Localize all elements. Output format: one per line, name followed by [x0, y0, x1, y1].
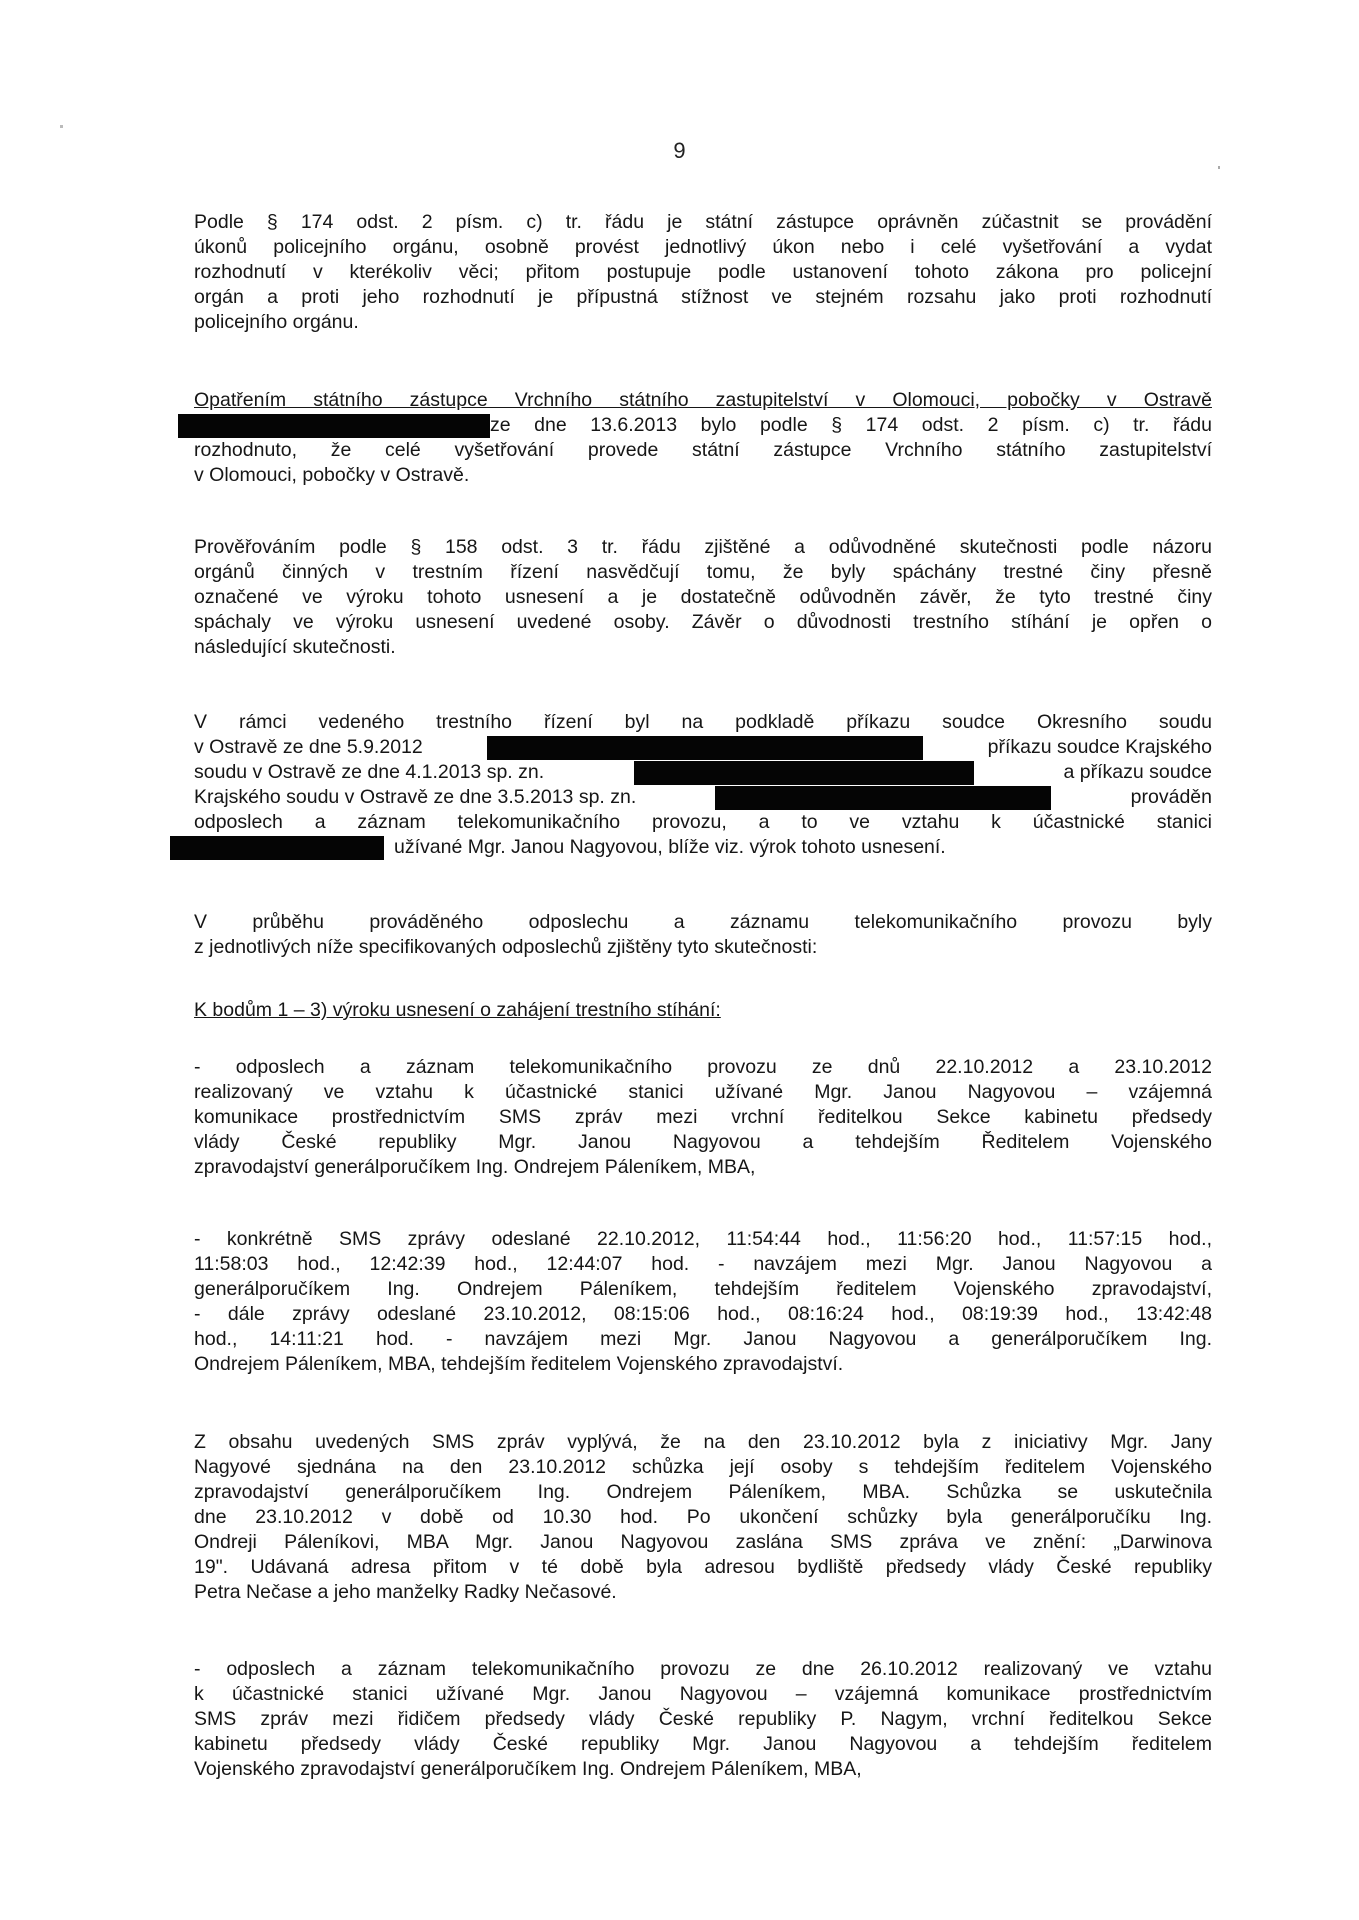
text-line: Ondrejem Páleníkem, MBA, tehdejším ředitelem Vojenského zpravodajství. [194, 1353, 844, 1375]
paragraph-wiretap-orders [194, 710, 1212, 860]
text-line: zpravodajství generálporučíkem Ing. Ondrejem Páleníkem, MBA, [194, 1156, 756, 1178]
text-line: Vojenského zpravodajství generálporučíkem Ing. Ondrejem Páleníkem, MBA, [194, 1758, 862, 1780]
text-line: V rámci vedeného trestního řízení byl na podkladě příkazu soudce Okresního soudu [194, 711, 1212, 733]
text-line: orgánů činných v trestním řízení nasvědčují tomu, že byly spáchány trestné činy přesně [194, 561, 1212, 583]
text-line: - konkrétně SMS zprávy odeslané 22.10.2012, 11:54:44 hod., 11:56:20 hod., 11:57:15 hod., [194, 1228, 1212, 1250]
text-segment: prováděn [1130, 786, 1212, 808]
paragraph-sms-content [194, 1430, 1212, 1605]
text-line [194, 388, 1212, 413]
paragraph-prosecutor-measure [194, 388, 1212, 488]
paragraph-intercept-22-23-oct [194, 1055, 1212, 1180]
text-line: dne 23.10.2012 v době od 10.30 hod. Po ukončení schůzky byla generálporučíku Ing. [194, 1506, 1212, 1528]
section-heading [194, 998, 1212, 1023]
redaction-block [170, 836, 384, 860]
text-line: rozhodnuto, že celé vyšetřování provede státní zástupce Vrchního státního zastupitelství [194, 439, 1212, 461]
text-line: Petra Nečase a jeho manželky Radky Nečasové. [194, 1581, 617, 1603]
text-line: k účastnické stanici užívané Mgr. Janou Nagyovou – vzájemná komunikace prostřednictvím [194, 1683, 1212, 1705]
text-line: - odposlech a záznam telekomunikačního provozu ze dne 26.10.2012 realizovaný ve vztahu [194, 1658, 1212, 1680]
text-line: realizovaný ve vztahu k účastnické stanici užívané Mgr. Janou Nagyovou – vzájemná [194, 1081, 1212, 1103]
text-line: Prověřováním podle § 158 odst. 3 tr. řádu zjištěné a odůvodněné skutečnosti podle názoru [194, 536, 1212, 558]
scan-speck [1218, 166, 1220, 169]
text-segment: v Ostravě ze dne 5.9.2012 [194, 736, 423, 758]
paragraph-sms-times [194, 1227, 1212, 1377]
paragraph-intercept-findings [194, 910, 1212, 960]
redaction-block [178, 414, 490, 438]
text-line: úkonů policejního orgánu, osobně provést jednotlivý úkon nebo i celé vyšetřování a vydat [194, 236, 1212, 258]
text-line: Ondreji Páleníkovi, MBA Mgr. Janou Nagyovou zaslána SMS zpráva ve znění: „Darwinova [194, 1531, 1212, 1553]
redaction-block [487, 736, 923, 760]
text-segment: ze dne 13.6.2013 bylo podle § 174 odst. 2 písm. c) tr. řádu [490, 414, 1212, 436]
text-line: generálporučíkem Ing. Ondrejem Páleníkem, tehdejším ředitelem Vojenského zpravodajství, [194, 1278, 1212, 1300]
text-line: 19". Udávaná adresa přitom v té době byla adresou bydliště předsedy vlády České republiky [194, 1556, 1212, 1578]
text-line: Z obsahu uvedených SMS zpráv vyplývá, že na den 23.10.2012 byla z iniciativy Mgr. Jany [194, 1431, 1212, 1453]
paragraph-174-authority [194, 210, 1212, 335]
text-line: kabinetu předsedy vlády České republiky Mgr. Janou Nagyovou a tehdejším ředitelem [194, 1733, 1212, 1755]
heading-text: K bodům 1 – 3) výroku usnesení o zahájení trestního stíhání: [194, 999, 721, 1021]
scan-speck [60, 125, 63, 128]
text-line: SMS zpráv mezi řidičem předsedy vlády České republiky P. Nagym, vrchní ředitelkou Sekce [194, 1708, 1212, 1730]
text-line: následující skutečnosti. [194, 636, 396, 658]
text-line: vlády České republiky Mgr. Janou Nagyovou a tehdejším Ředitelem Vojenského [194, 1131, 1212, 1153]
text-line: orgán a proti jeho rozhodnutí je přípustná stížnost ve stejném rozsahu jako proti rozhodnutí [194, 286, 1212, 308]
paragraph-158-findings [194, 535, 1212, 660]
text-line: v Olomouci, pobočky v Ostravě. [194, 464, 470, 486]
text-line: 11:58:03 hod., 12:42:39 hod., 12:44:07 hod. - navzájem mezi Mgr. Janou Nagyovou a [194, 1253, 1212, 1275]
paragraph-intercept-26-oct [194, 1657, 1212, 1782]
text-line: hod., 14:11:21 hod. - navzájem mezi Mgr. Janou Nagyovou a generálporučíkem Ing. [194, 1328, 1212, 1350]
text-line: komunikace prostřednictvím SMS zpráv mezi vrchní ředitelkou Sekce kabinetu předsedy [194, 1106, 1212, 1128]
text-segment: a příkazu soudce [1063, 761, 1212, 783]
text-line: - odposlech a záznam telekomunikačního provozu ze dnů 22.10.2012 a 23.10.2012 [194, 1056, 1212, 1078]
text-line [194, 785, 1212, 810]
text-line [194, 735, 1212, 760]
text-line: spáchaly ve výroku usnesení uvedené osoby. Závěr o důvodnosti trestního stíhání je opřen o [194, 611, 1212, 633]
text-line [194, 835, 1212, 860]
text-line: V průběhu prováděného odposlechu a záznamu telekomunikačního provozu byly [194, 911, 1212, 933]
text-line: Podle § 174 odst. 2 písm. c) tr. řádu je státní zástupce oprávněn zúčastnit se provádění [194, 211, 1212, 233]
redaction-block [715, 786, 1051, 810]
text-line: odposlech a záznam telekomunikačního provozu, a to ve vztahu k účastnické stanici [194, 811, 1212, 833]
text-line: rozhodnutí v kterékoliv věci; přitom postupuje podle ustanovení tohoto zákona pro policejní [194, 261, 1212, 283]
text-segment: soudu v Ostravě ze dne 4.1.2013 sp. zn. [194, 761, 545, 783]
redaction-block [634, 761, 974, 785]
text-segment: Krajského soudu v Ostravě ze dne 3.5.2013 sp. zn. [194, 786, 637, 808]
text-line: zpravodajství generálporučíkem Ing. Ondrejem Páleníkem, MBA. Schůzka se uskutečnila [194, 1481, 1212, 1503]
text-line [194, 760, 1212, 785]
text-segment: užívané Mgr. Janou Nagyovou, blíže viz. výrok tohoto usnesení. [394, 836, 946, 858]
text-line: Nagyové sjednána na den 23.10.2012 schůzka její osoby s tehdejším ředitelem Vojenského [194, 1456, 1212, 1478]
text-line [194, 413, 1212, 438]
text-line: policejního orgánu. [194, 311, 359, 333]
text-line: - dále zprávy odeslané 23.10.2012, 08:15:06 hod., 08:16:24 hod., 08:19:39 hod., 13:42:48 [194, 1303, 1212, 1325]
text-line: z jednotlivých níže specifikovaných odposlechů zjištěny tyto skutečnosti: [194, 936, 818, 958]
text-line: označené ve výroku tohoto usnesení a je dostatečně odůvodněn závěr, že tyto trestné činy [194, 586, 1212, 608]
underlined-text: Opatřením státního zástupce Vrchního státního zastupitelství v Olomouci, pobočky v Ostravě [194, 389, 1212, 411]
text-segment: příkazu soudce Krajského [987, 736, 1212, 758]
page-number: 9 [673, 138, 686, 163]
